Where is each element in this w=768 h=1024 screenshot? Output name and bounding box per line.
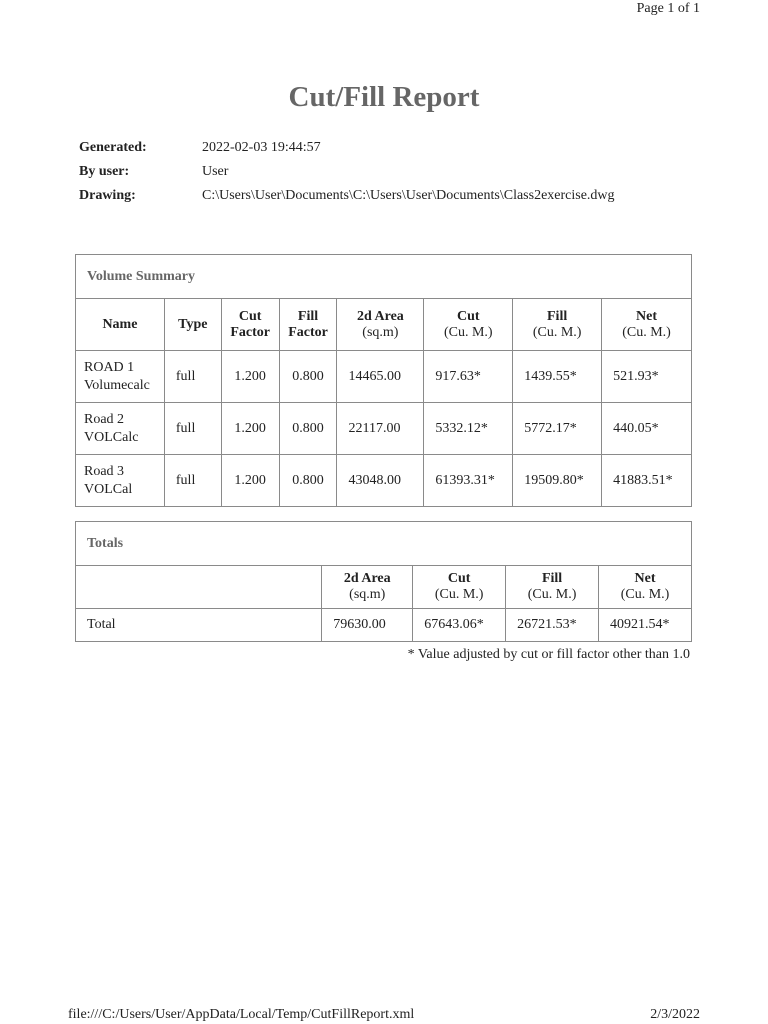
row-area: 43048.00: [337, 455, 424, 507]
table-row: [76, 403, 692, 455]
col-header-net: Net (Cu. M.): [602, 299, 692, 351]
report-title: Cut/Fill Report: [288, 81, 480, 113]
generated-row: [79, 136, 615, 160]
row-net: 41883.51*: [602, 455, 692, 507]
col-header-area: 2d Area (sq.m): [337, 299, 424, 351]
row-area: 22117.00: [337, 403, 424, 455]
row-name: Road 3 VOLCal: [76, 455, 165, 507]
drawing-label: Drawing:: [79, 188, 136, 203]
user-label: By user:: [79, 164, 130, 179]
report-metadata: [79, 136, 615, 208]
table-row: [76, 455, 692, 507]
totals-area: 79630.00: [322, 609, 413, 642]
row-fill: 1439.55*: [513, 351, 602, 403]
row-cut-factor: 1.200: [221, 351, 279, 403]
row-fill-factor: 0.800: [279, 351, 337, 403]
row-net: 521.93*: [602, 351, 692, 403]
col-header-fill: Fill (Cu. M.): [513, 299, 602, 351]
col-header-cut-factor: Cut Factor: [221, 299, 279, 351]
row-type: full: [164, 351, 221, 403]
totals-cut: 67643.06*: [413, 609, 506, 642]
volume-summary-header-row: [76, 299, 692, 351]
totals-header-net: Net (Cu. M.): [599, 566, 692, 609]
volume-summary-table: [75, 254, 692, 507]
row-fill-factor: 0.800: [279, 455, 337, 507]
row-cut-factor: 1.200: [221, 455, 279, 507]
totals-header-row: [76, 566, 692, 609]
generated-label: Generated:: [79, 140, 147, 155]
user-value: User: [202, 164, 229, 179]
totals-fill: 26721.53*: [506, 609, 599, 642]
footer-file-url: file:///C:/Users/User/AppData/Local/Temp/CutFillReport.xml: [68, 1007, 415, 1022]
row-fill: 5772.17*: [513, 403, 602, 455]
row-area: 14465.00: [337, 351, 424, 403]
row-cut: 61393.31*: [424, 455, 513, 507]
user-row: [79, 160, 615, 184]
totals-row: [76, 609, 692, 642]
row-cut-factor: 1.200: [221, 403, 279, 455]
drawing-row: [79, 184, 615, 208]
row-name: Road 2 VOLCalc: [76, 403, 165, 455]
totals-header-cut: Cut (Cu. M.): [413, 566, 506, 609]
col-header-name: Name: [76, 299, 165, 351]
row-name: ROAD 1 Volumecalc: [76, 351, 165, 403]
totals-header-area: 2d Area (sq.m): [322, 566, 413, 609]
footer-date: 2/3/2022: [650, 1007, 700, 1022]
totals-header-fill: Fill (Cu. M.): [506, 566, 599, 609]
totals-caption: Totals: [76, 522, 692, 566]
col-header-fill-factor: Fill Factor: [279, 299, 337, 351]
row-type: full: [164, 403, 221, 455]
row-fill: 19509.80*: [513, 455, 602, 507]
row-type: full: [164, 455, 221, 507]
row-fill-factor: 0.800: [279, 403, 337, 455]
row-cut: 917.63*: [424, 351, 513, 403]
page-number: Page 1 of 1: [636, 1, 700, 16]
totals-label: Total: [76, 609, 322, 642]
drawing-path: C:\Users\User\Documents\C:\Users\User\Documents\Class2exercise.dwg: [202, 188, 615, 203]
col-header-cut: Cut (Cu. M.): [424, 299, 513, 351]
totals-blank-header: [76, 566, 322, 609]
totals-table: [75, 521, 692, 642]
volume-summary-caption: Volume Summary: [76, 255, 692, 299]
col-header-type: Type: [164, 299, 221, 351]
table-row: [76, 351, 692, 403]
totals-net: 40921.54*: [599, 609, 692, 642]
row-cut: 5332.12*: [424, 403, 513, 455]
row-net: 440.05*: [602, 403, 692, 455]
footnote: * Value adjusted by cut or fill factor other than 1.0: [407, 647, 690, 662]
generated-value: 2022-02-03 19:44:57: [202, 140, 321, 155]
